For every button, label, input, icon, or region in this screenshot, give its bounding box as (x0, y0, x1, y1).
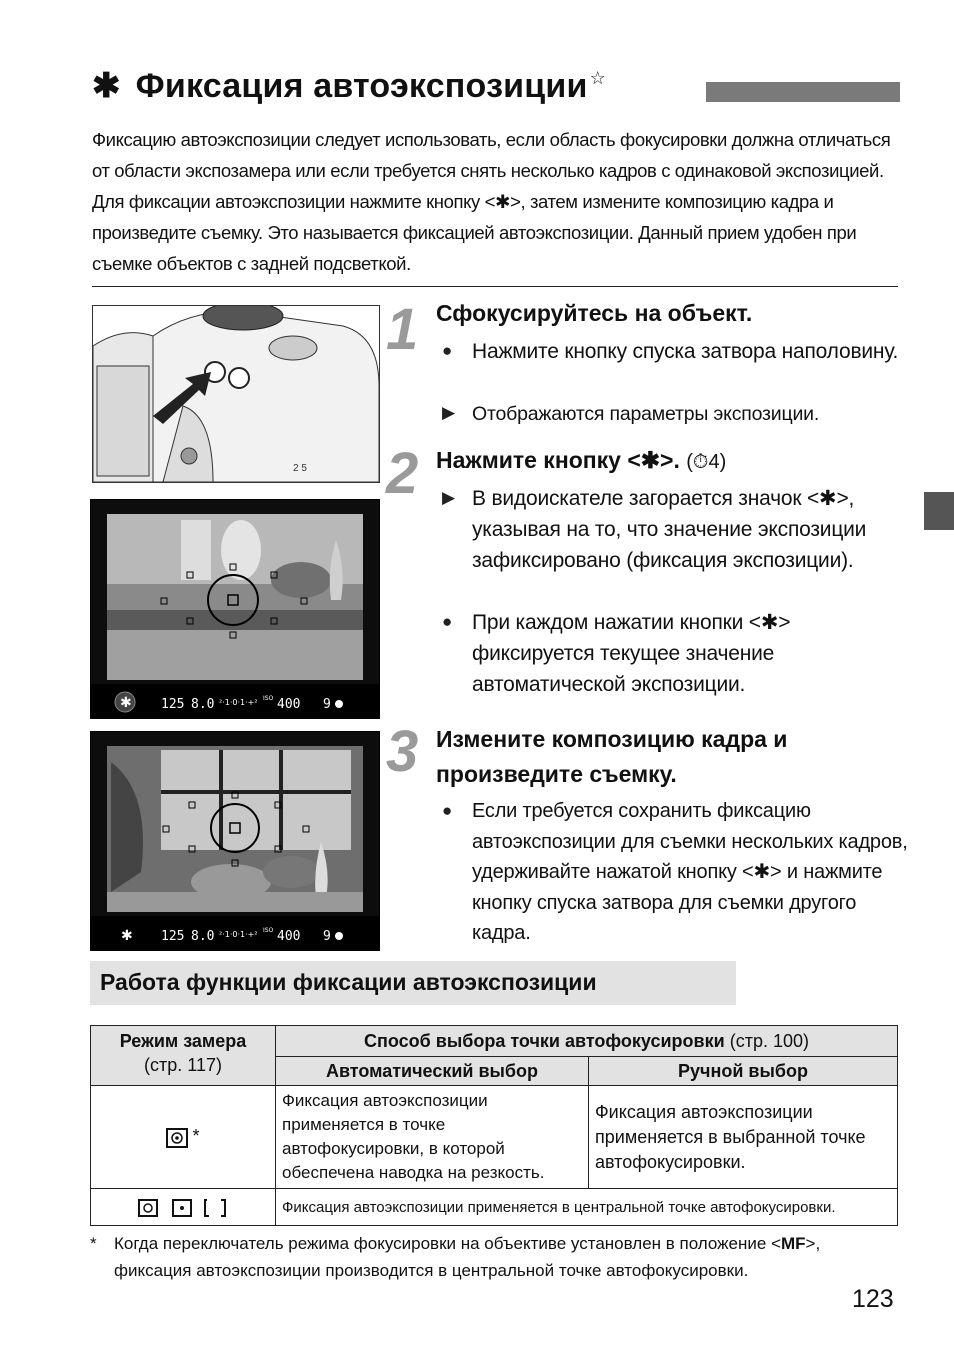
auto-selection-cell: Фиксация автоэкспозиции применяется в точке автофокусировки, в которой обеспечена наводка на резкость. (276, 1086, 589, 1189)
metering-mode-ref: (стр. 117) (144, 1055, 222, 1075)
step-number-1: 1 (386, 297, 419, 362)
exposure-scale: ²·1·0·1·+² (219, 698, 258, 707)
page-number: 123 (852, 1285, 894, 1313)
center-af-cell: Фиксация автоэкспозиции применяется в центральной точке автофокусировки. (276, 1189, 898, 1226)
step-2-heading-text: Нажмите кнопку <✱>. (436, 447, 680, 473)
bullet-icon: ● (442, 612, 453, 631)
star-icon: ☆ (589, 68, 606, 88)
metering-mode-header (91, 1026, 276, 1086)
shots-readout: 9 (323, 929, 331, 944)
aperture-readout: 8.0 (191, 697, 215, 712)
bullet-icon: ● (442, 801, 453, 820)
iso-readout: 400 (277, 929, 301, 944)
af-method-header (276, 1026, 898, 1057)
auto-selection-header: Автоматический выбор (276, 1057, 589, 1086)
intro-paragraph: Фиксацию автоэкспозиции следует использовать, если область фокусировки должна отличаться от области экспозамера или если требуется снять несколько кадров с одинаковой экспозицией. Для фиксации автоэкспозиции нажмите кнопку <✱>, затем измените композицию кадра и произведите съемку. Это называется фиксацией автоэкспозиции. Данный прием удобен при съемке объектов с задней подсветкой. (92, 129, 891, 274)
step-3-heading: Измените композицию кадра и произведите съемку. (436, 726, 788, 787)
viewfinder-image-2 (90, 731, 380, 951)
shots-readout: 9 (323, 697, 331, 712)
af-method-ref: (стр. 100) (729, 1030, 809, 1051)
af-method-title: Способ выбора точки автофокусировки (364, 1030, 725, 1051)
footnote-text-2: >, фиксация автоэкспозиции производится в центральной точке автофокусировки. (114, 1234, 821, 1280)
title-decor-bar (706, 82, 900, 102)
step-2-heading (436, 447, 726, 474)
page-title-text: Фиксация автоэкспозиции (135, 67, 588, 105)
evaluative-metering-icon (166, 1128, 192, 1148)
chapter-tab (924, 492, 954, 530)
svg-text:✱: ✱ (121, 928, 133, 944)
footnote-text-1: Когда переключатель режима фокусировки на объективе установлен в положение < (114, 1234, 781, 1253)
step-number-2: 2 (386, 441, 419, 506)
step-1-item-1: Нажмите кнопку спуска затвора наполовину. (472, 340, 899, 363)
footnote-star: * (90, 1234, 97, 1253)
ae-lock-icon: ✱ (92, 67, 121, 105)
ae-lock-table (90, 1025, 898, 1226)
shutter-readout: 125 (161, 929, 185, 944)
footnote-mf: MF (781, 1234, 806, 1253)
manual-selection-cell: Фиксация автоэкспозиции применяется в выбранной точке автофокусировки. (589, 1086, 898, 1189)
timer-ref: (⏱4) (686, 451, 727, 473)
iso-readout: 400 (277, 697, 301, 712)
arrow-bullet-icon: ▶ (442, 488, 456, 507)
viewfinder-image-1 (90, 499, 380, 719)
aperture-readout: 8.0 (191, 929, 215, 944)
divider (92, 286, 898, 287)
step-number-3: 3 (386, 719, 419, 784)
step-3-item-1: Если требуется сохранить фиксацию автоэкспозиции для съемки нескольких кадров, удерживайте нажатой кнопку <✱> и нажмите кнопку спуска затвора для съемки другого кадра. (472, 800, 908, 944)
footnote-marker: * (192, 1126, 200, 1147)
svg-text:✱: ✱ (120, 695, 132, 711)
manual-selection-header: Ручной выбор (589, 1057, 898, 1086)
exposure-scale: ²·1·0·1·+² (219, 930, 258, 939)
section-title: Работа функции фиксации автоэкспозиции (90, 961, 736, 1005)
iso-label: ISO (263, 927, 274, 934)
shutter-readout: 125 (161, 697, 185, 712)
bullet-icon: ● (442, 341, 453, 360)
step-1-heading: Сфокусируйтесь на объект. (436, 300, 753, 326)
iso-label: ISO (263, 695, 274, 702)
other-metering-cell (91, 1189, 276, 1226)
camera-illustration (92, 305, 380, 483)
page-title (92, 66, 604, 106)
evaluative-metering-cell (91, 1086, 276, 1189)
arrow-bullet-icon: ▶ (442, 403, 456, 422)
metering-mode-title: Режим замера (119, 1031, 247, 1051)
footnote (90, 1230, 902, 1284)
step-1-item-2: Отображаются параметры экспозиции. (472, 403, 820, 425)
step-2-item-1: В видоискателе загорается значок <✱>, указывая на то, что значение экспозиции зафиксировано (фиксация экспозиции). (472, 487, 867, 572)
svg-text:2 5: 2 5 (293, 463, 307, 474)
metering-modes-icons (135, 1198, 231, 1218)
step-2-item-2: При каждом нажатии кнопки <✱> фиксируется текущее значение автоматической экспозиции. (472, 611, 791, 696)
